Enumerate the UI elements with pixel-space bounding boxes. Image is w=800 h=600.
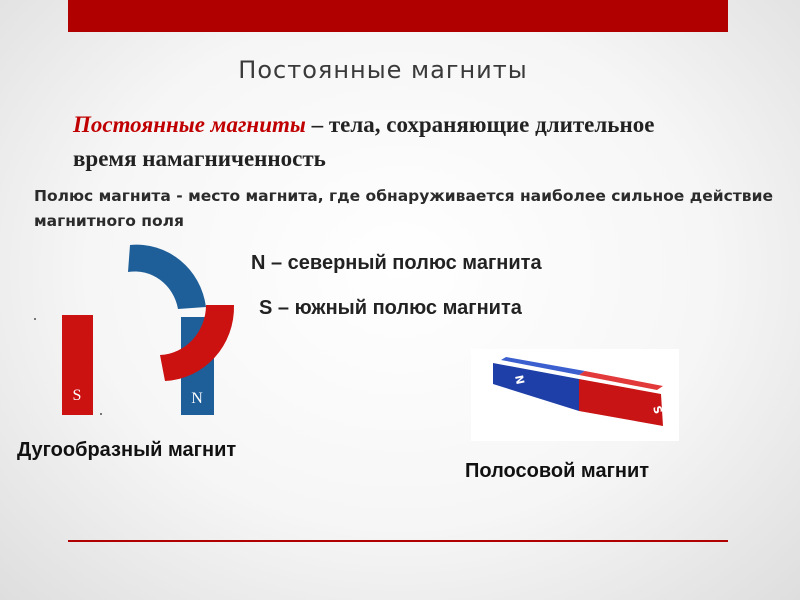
top-accent-bar [68, 0, 728, 32]
slide-title: Постоянные магниты [238, 56, 528, 84]
horseshoe-red-arc [160, 305, 234, 381]
definition-term: Постоянные магниты [73, 112, 306, 137]
definition-rest: – тела, сохраняющие длительное время намагниченность [73, 112, 655, 171]
horseshoe-s-label: S [72, 387, 82, 404]
horseshoe-n-label: N [191, 390, 203, 407]
horseshoe-caption: Дугообразный магнит [17, 439, 237, 461]
bar-n-label: N [512, 373, 527, 386]
bar-s-label: S [650, 404, 665, 416]
bar-magnet-image [471, 349, 679, 441]
stray-dot [34, 318, 36, 320]
bar-magnet-caption: Полосовой магнит [465, 460, 650, 482]
south-pole-line: S – южный полюс магнита [259, 297, 522, 319]
horseshoe-magnet-illustration [20, 225, 250, 425]
north-pole-line: N – северный полюс магнита [251, 252, 542, 274]
stray-dot [100, 413, 102, 415]
definition-text [73, 108, 713, 176]
bar-magnet-illustration [471, 349, 679, 441]
horseshoe-blue-arc [128, 245, 206, 309]
pole-definition: Полюс магнита - место магнита, где обнаруживается наиболее сильное действие магнитного поля [34, 187, 773, 230]
bottom-accent-line [68, 540, 728, 542]
